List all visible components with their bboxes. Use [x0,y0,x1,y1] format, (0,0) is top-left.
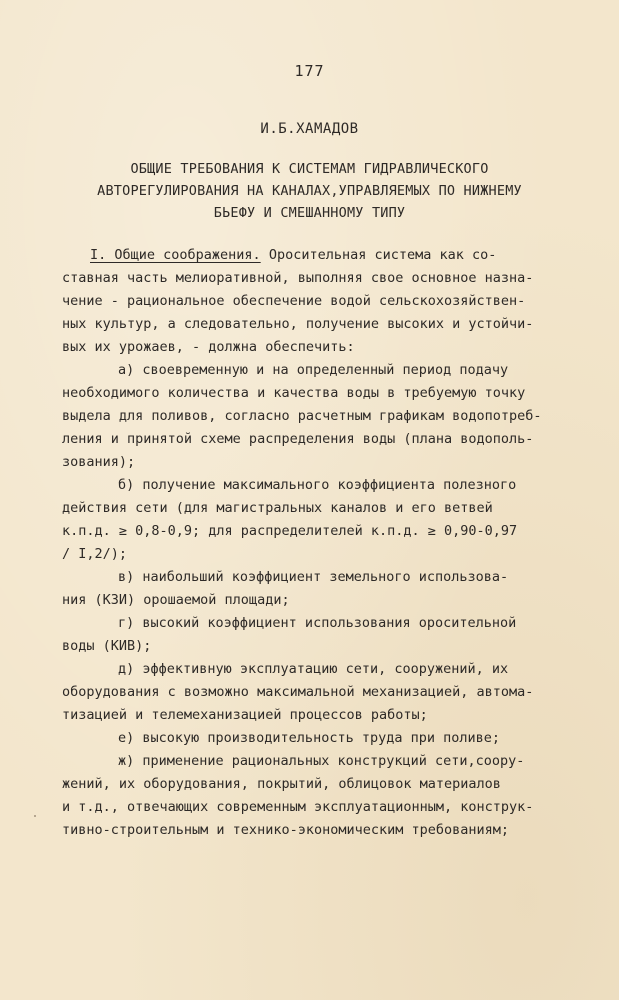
text-line: а) своевременную и на определенный период подачу [118,362,509,378]
paper-speck [34,815,36,817]
text-line: ния (КЗИ) орошаемой площади; [62,592,290,608]
text-line: к.п.д. ≥ 0,8-0,9; для распределителей к.п.д. ≥ 0,90-0,97 [62,523,518,539]
text-line: б) получение максимального коэффициента полезного [118,477,517,493]
text-line: / I,2/); [62,546,128,562]
text-line: зования); [62,454,136,470]
text-line: е) высокую производительность труда при поливе; [118,730,501,746]
text-line: необходимого количества и качества воды в требуемую точку [62,385,526,401]
text-line: жений, их оборудования, покрытий, облицовок материалов [62,776,501,792]
text-line: вых их урожаев, - должна обеспечить: [62,339,355,355]
text-line: выдела для поливов, согласно расчетным графикам водопотреб- [62,408,542,424]
title-line: БЬЕФУ И СМЕШАННОМУ ТИПУ [213,205,406,221]
text-line-content: Оросительная система как со- [260,247,497,263]
text-line: ных культур, а следовательно, получение высоких и устойчи- [62,316,534,332]
author-name: И.Б.ХАМАДОВ [260,121,359,137]
text-line: и т.д., отвечающих современным эксплуатационным, конструк- [62,799,534,815]
text-line: оборудования с возможно максимальной механизацией, автома- [62,684,534,700]
text-line: в) наибольший коэффициент земельного использова- [118,569,509,585]
text-line: действия сети (для магистральных каналов и его ветвей [62,500,493,516]
text-line: ж) применение рациональных конструкций сети,соору- [118,753,525,769]
text-line: воды (КИВ); [62,638,152,654]
text-line: тизацией и телемеханизацией процессов работы; [62,707,428,723]
text-line: ставная часть мелиоративной, выполняя свое основное назна- [62,270,534,286]
title-line: ОБЩИЕ ТРЕБОВАНИЯ К СИСТЕМАМ ГИДРАВЛИЧЕСКОГО [130,161,489,177]
text-line: чение - рациональное обеспечение водой сельскохозяйствен- [62,293,526,309]
page-number: 177 [294,62,325,80]
title-line: АВТОРЕГУЛИРОВАНИЯ НА КАНАЛАХ,УПРАВЛЯЕМЫХ ПО НИЖНЕМУ [97,183,522,199]
section-heading: I. Общие соображения. [90,247,261,263]
text-line: д) эффективную эксплуатацию сети, сооружений, их [118,661,509,677]
article-title [0,158,619,224]
text-line: ления и принятой схеме распределения воды (плана водополь- [62,431,534,447]
text-line: тивно-строительным и технико-экономическим требованиям; [62,822,510,838]
text-line: г) высокий коэффициент использования оросительной [118,615,517,631]
article-body [62,244,562,842]
text-line [62,244,562,267]
